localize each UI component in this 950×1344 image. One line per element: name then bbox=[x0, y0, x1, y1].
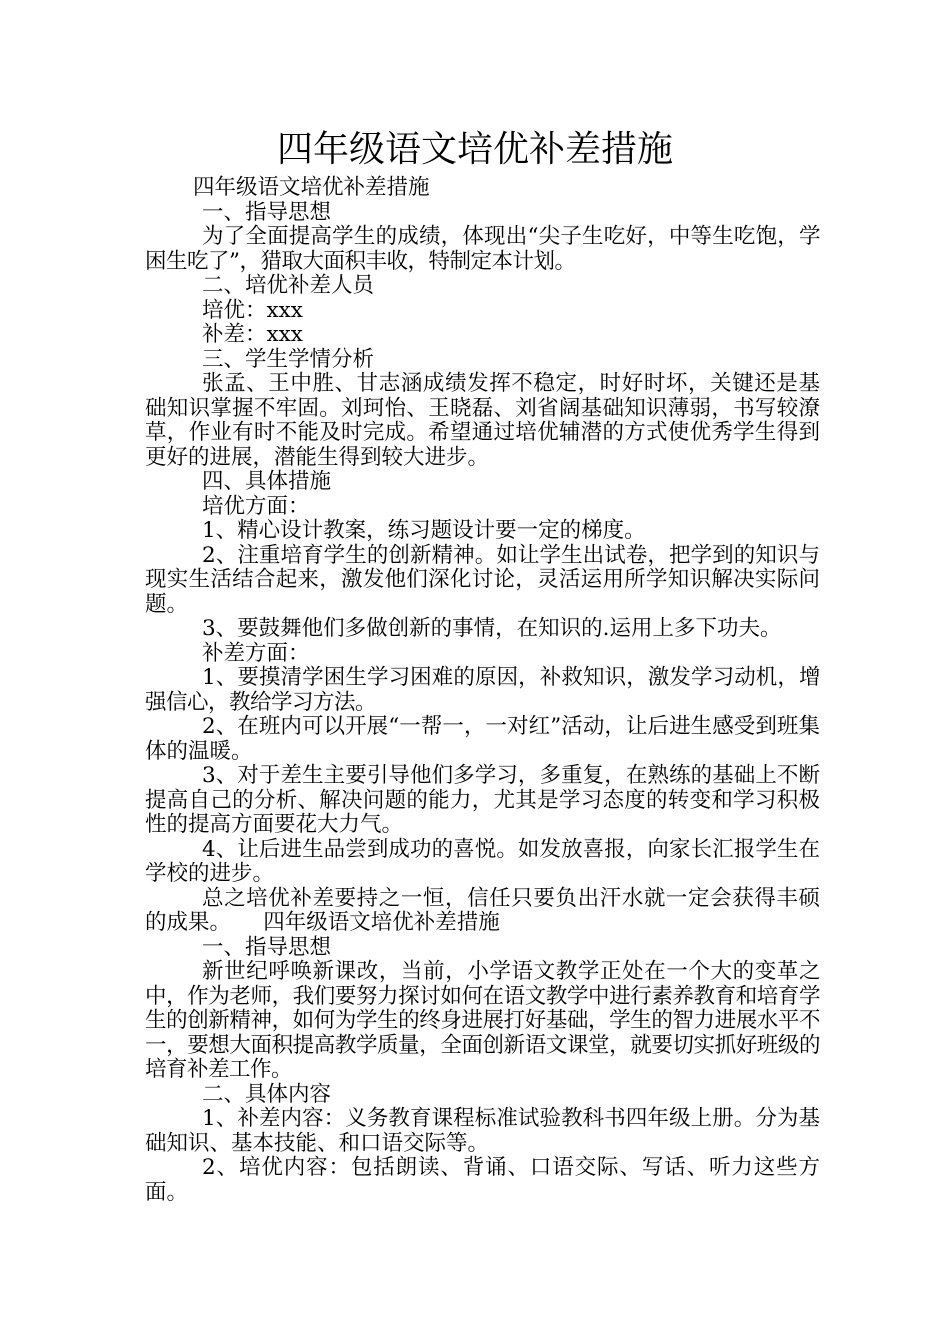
list-item: 2、注重培育学生的创新精神。如让学生出试卷，把学到的知识与现实生活结合起来，激发他们深化讨论，灵活运用所学知识解决实际问题。 bbox=[145, 542, 820, 617]
paragraph: 补差：xxx bbox=[202, 322, 303, 347]
section-heading: 二、培优补差人员 bbox=[202, 273, 375, 298]
section-heading: 一、指导思想 bbox=[202, 934, 332, 960]
section-heading: 一、指导思想 bbox=[202, 199, 332, 225]
list-item: 2、培优内容：包括朗读、背诵、口语交际、写话、听力这些方面。 bbox=[145, 1155, 820, 1205]
paragraph: 补差方面： bbox=[202, 640, 310, 666]
paragraph: 新世纪呼唤新课改，当前，小学语文教学正处在一个大的变革之中，作为老师，我们要努力探讨如何在语文教学中进行素养教育和培育学生的创新精神，如何为学生的终身进展打好基础，学生的智力进展水平不一，要想大面积提高教学质量，全面创新语文课堂，就要切实抓好班级的培育补差工作。 bbox=[145, 959, 820, 1082]
document-body bbox=[145, 176, 820, 1205]
list-item: 1、补差内容：义务教育课程标准试验教科书四年级上册。分为基础知识、基本技能、和口语交际等。 bbox=[145, 1106, 820, 1156]
paragraph: 总之培优补差要持之一恒，信任只要负出汗水就一定会获得丰硕的成果。 四年级语文培优补差措施 bbox=[145, 885, 820, 935]
paragraph: 培优方面： bbox=[202, 493, 310, 519]
paragraph: 为了全面提高学生的成绩，体现出“尖子生吃好，中等生吃饱，学困生吃了”，猎取大面积丰收，特制定本计划。 bbox=[145, 224, 820, 274]
section-heading: 四、具体措施 bbox=[202, 469, 332, 494]
list-item: 4、让后进生品尝到成功的喜悦。如发放喜报，向家长汇报学生在学校的进步。 bbox=[145, 836, 820, 886]
document-title: 四年级语文培优补差措施 bbox=[276, 129, 673, 170]
paragraph: 张孟、王中胜、甘志涵成绩发挥不稳定，时好时坏，关键还是基础知识掌握不牢固。刘珂怡、王晓磊、刘省阔基础知识薄弱，书写较潦草，作业有时不能及时完成。希望通过培优辅潜的方式使优秀学生得到更好的进展，潜能生得到较大进步。 bbox=[145, 371, 820, 470]
paragraph: 培优：xxx bbox=[202, 297, 303, 323]
list-item: 1、要摸清学困生学习困难的原因，补救知识，激发学习动机，增强信心，教给学习方法。 bbox=[145, 665, 820, 715]
list-item: 3、要鼓舞他们多做创新的事情，在知识的.运用上多下功夫。 bbox=[202, 616, 782, 641]
list-item: 3、对于差生主要引导他们多学习，多重复，在熟练的基础上不断提高自己的分析、解决问题的能力，尤其是学习态度的转变和学习积极性的提高方面要花大力气。 bbox=[145, 763, 820, 837]
section-heading: 二、具体内容 bbox=[202, 1081, 332, 1107]
paragraph: 四年级语文培优补差措施 bbox=[193, 175, 430, 200]
list-item: 1、精心设计教案，练习题设计要一定的梯度。 bbox=[202, 518, 646, 543]
section-heading: 三、学生学情分析 bbox=[202, 346, 375, 372]
list-item: 2、在班内可以开展“一帮一，一对红”活动，让后进生感受到班集体的温暖。 bbox=[145, 714, 820, 764]
